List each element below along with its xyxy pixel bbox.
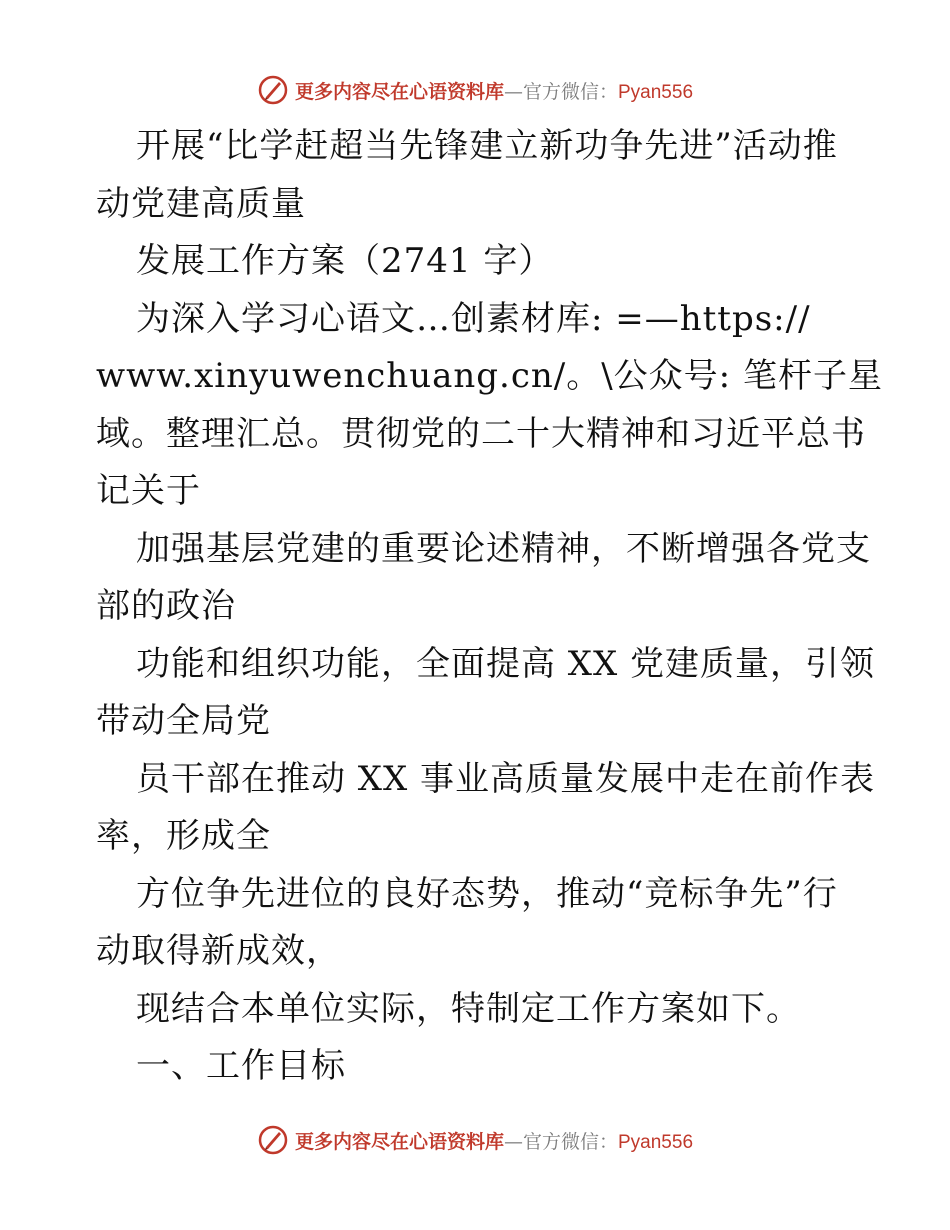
paragraph-line: 带动全局党 (96, 701, 271, 741)
banner-text: 更多内容尽在心语资料库—官方微信：Pyan556 (294, 80, 694, 103)
header-banner (0, 70, 950, 110)
paragraph-line: 部的政治 (96, 586, 236, 626)
paragraph-line: 功能和组织功能，全面提高 XX 党建质量，引领 (136, 643, 876, 684)
paragraph-line: 域。整理汇总。贯彻党的二十大精神和习近平总书 (96, 413, 866, 454)
quill-circle-icon (257, 74, 289, 106)
quill-circle-icon (257, 1124, 289, 1156)
paragraph-line: 为深入学习心语文…创素材库: =—https:// (136, 298, 811, 339)
footer-banner (0, 1120, 950, 1160)
paragraph-line: 动取得新成效， (96, 931, 341, 971)
paragraph-line: 现结合本单位实际，特制定工作方案如下。 (136, 988, 801, 1029)
paragraph-line: 记关于 (96, 471, 201, 511)
title-line-2: 动党建高质量 (96, 183, 306, 224)
document-body (96, 118, 883, 1096)
paragraph-line: 方位争先进位的良好态势，推动“竞标争先”行 (136, 873, 838, 914)
title-line-3: 发展工作方案（2741 字） (136, 241, 554, 281)
paragraph-line: 率，形成全 (96, 816, 271, 856)
paragraph-line: www.xinyuwenchuang.cn/。\公众号: 笔杆子星 (96, 356, 883, 396)
paragraph-line: 加强基层党建的重要论述精神，不断增强各党支 (136, 528, 871, 569)
section-heading: 一、工作目标 (136, 1046, 346, 1086)
banner-text: 更多内容尽在心语资料库—官方微信：Pyan556 (294, 1130, 694, 1153)
title-line-1: 开展“比学赶超当先锋建立新功争先进”活动推 (136, 126, 838, 166)
paragraph-line: 员干部在推动 XX 事业高质量发展中走在前作表 (136, 758, 876, 799)
